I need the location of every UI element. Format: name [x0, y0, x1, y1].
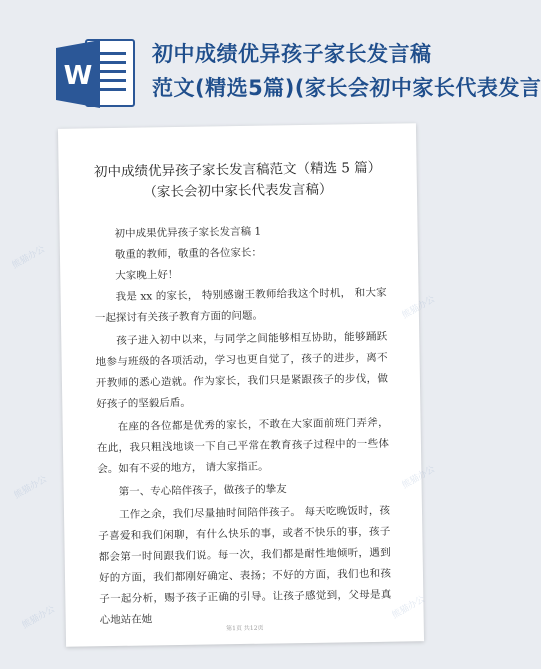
document-page — [58, 123, 424, 647]
paragraph: 孩子进入初中以来，与同学之间能够相互协助，能够踊跃地参与班级的各项活动，学习也更自觉了，孩子的进步，离不开教师的悉心造就。作为家长，我们只是紧跟孩子的步伐，做好孩子的坚毅后盾。 — [95, 330, 389, 411]
page-footer: 第1页 共12页 — [226, 624, 264, 633]
paragraph: 敬重的教师，敬重的各位家长： — [114, 246, 263, 261]
watermark-text: 熊猫办公 — [20, 604, 57, 632]
paragraph: 工作之余，我们尽量抽时间陪伴孩子。 每天吃晚饭时，孩子喜爱和我们闲聊，有什么快乐的事，或者不快乐的事，孩子都会第一时间跟我们说。每一次，我们都是耐性地倾听，遇到好的方面，我们都刚好确定、表扬；不好的方面，我们也和孩子一起分析，赐予孩子正确的引导。让孩子感觉到，父母是真心地站在她 — [98, 504, 392, 627]
document-name-line-1: 初中成绩优异孩子家长发言稿 — [152, 42, 432, 66]
document-name-line-2: 范文(精选5篇)(家长会初中家长代表发言 — [152, 76, 541, 100]
paragraph: 大家晚上好！ — [115, 268, 179, 282]
page-title-line-1: 初中成绩优异孩子家长发言稿范文（精选 5 篇） — [93, 159, 382, 181]
paragraph: 在座的各位都是优秀的家长，不敢在大家面前班门弄斧，在此，我只粗浅地谈一下自己平常在教育孩子过程中的一些体会。如有不妥的地方， 请大家指正。 — [96, 416, 390, 476]
page-title-line-2: （家长会初中家长代表发言稿） — [143, 181, 333, 201]
watermark-text: 熊猫办公 — [12, 474, 49, 502]
svg-text:W: W — [63, 61, 93, 91]
page-title — [58, 157, 417, 205]
watermark-text: 熊猫办公 — [10, 244, 47, 272]
watermark-text: 熊猫办公 — [400, 464, 437, 492]
document-body — [59, 219, 423, 632]
header-banner — [0, 0, 541, 118]
word-document-icon — [56, 38, 136, 110]
paragraph: 初中成果优异孩子家长发言稿 1 — [114, 225, 262, 240]
paragraph: 第一、专心陪伴孩子，做孩子的挚友 — [118, 483, 287, 498]
watermark-text: 熊猫办公 — [400, 294, 437, 322]
paragraph: 我是 xx 的家长， 特别感谢王教师给我这个时机， 和大家一起探讨有关孩子教育方面的问题。 — [94, 286, 387, 325]
watermark-text: 熊猫办公 — [390, 594, 427, 622]
